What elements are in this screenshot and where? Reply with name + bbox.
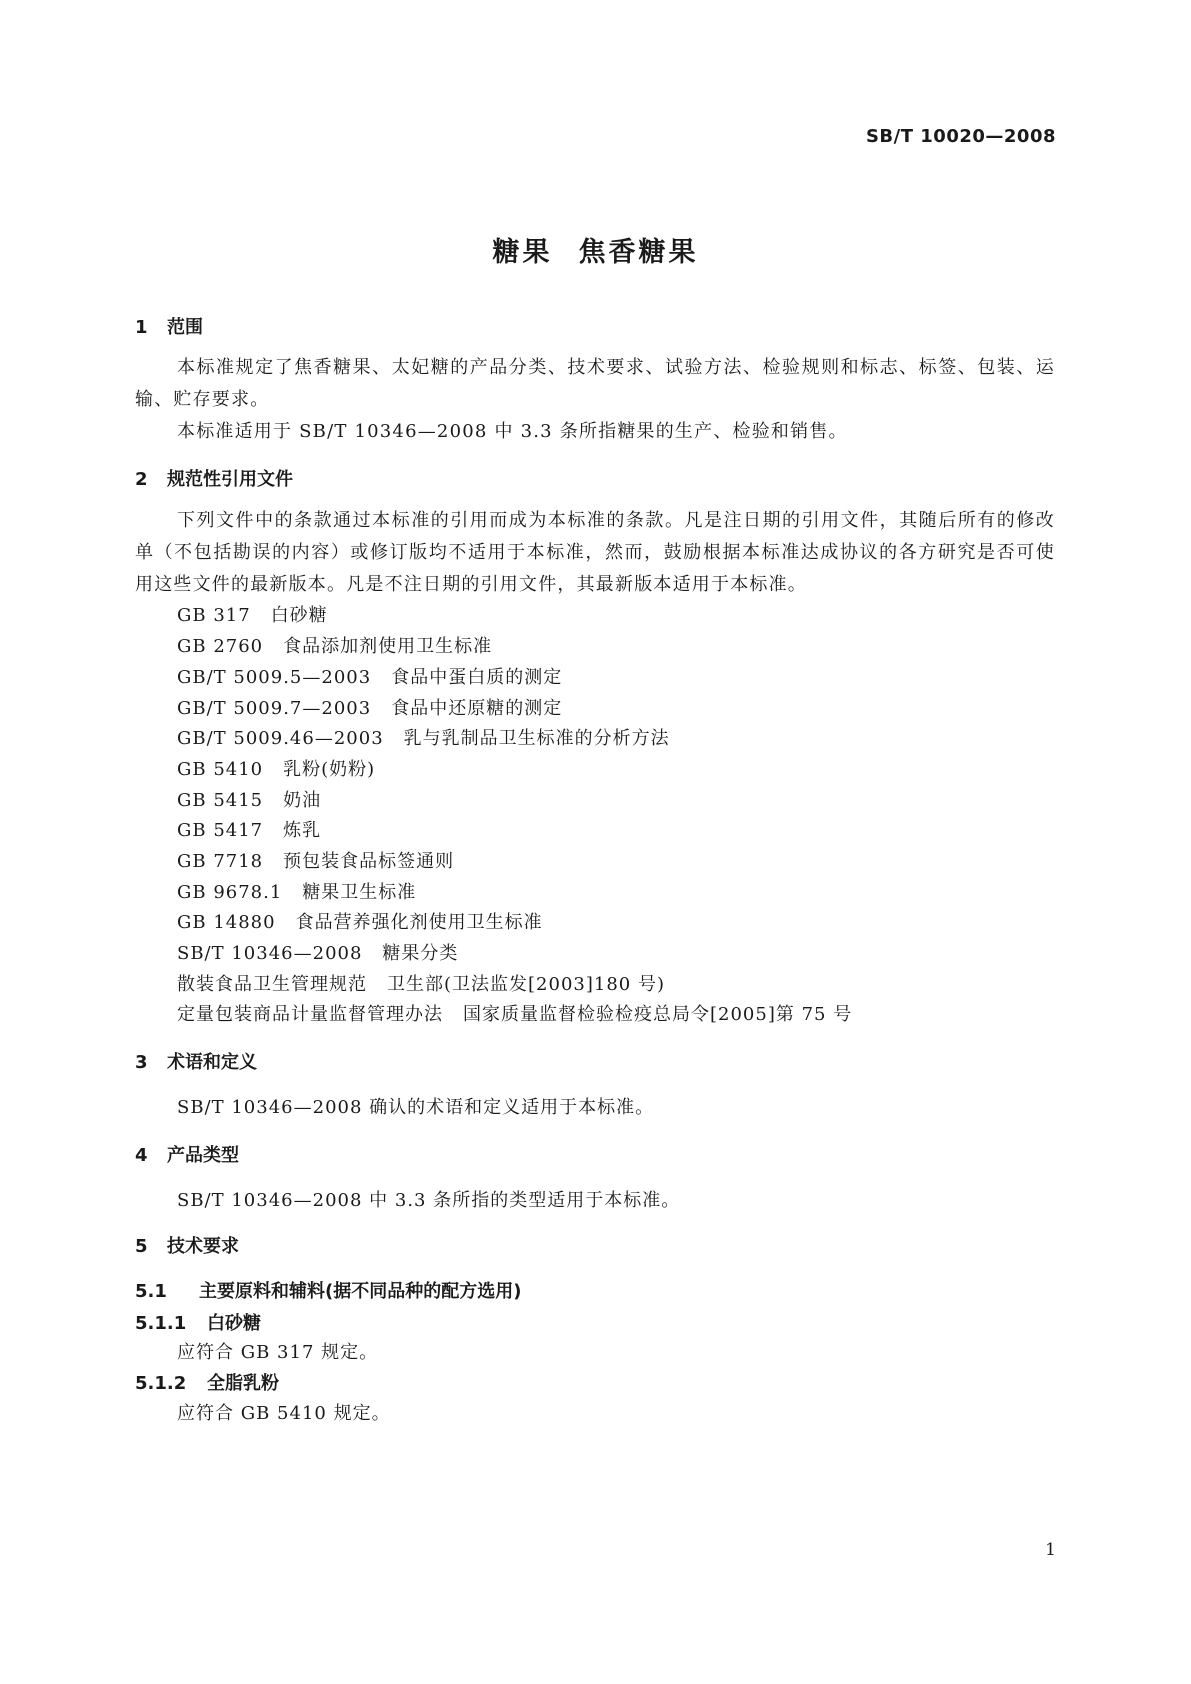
- section-1-heading: 1 范围: [135, 317, 203, 338]
- reference-item: GB 5415 奶油: [177, 790, 322, 811]
- reference-item: SB/T 10346—2008 糖果分类: [177, 943, 459, 964]
- reference-item: GB 14880 食品营养强化剂使用卫生标准: [177, 912, 543, 933]
- reference-item: 散装食品卫生管理规范 卫生部(卫法监发[2003]180 号): [177, 974, 665, 995]
- page-title: [0, 230, 1191, 269]
- reference-item: GB 5417 炼乳: [177, 820, 322, 841]
- title-part-2: 焦香糖果: [578, 237, 699, 268]
- section-1-paragraph-2: 本标准适用于 SB/T 10346—2008 中 3.3 条所指糖果的生产、检验和销售。: [177, 421, 848, 442]
- section-1-paragraph-1: 本标准规定了焦香糖果、太妃糖的产品分类、技术要求、试验方法、检验规则和标志、标签、包装、运输、贮存要求。: [135, 357, 1055, 410]
- reference-item: GB/T 5009.7—2003 食品中还原糖的测定: [177, 698, 563, 719]
- section-5-1-heading: 5.1 主要原料和辅料(据不同品种的配方选用): [135, 1281, 522, 1302]
- reference-item: GB 5410 乳粉(奶粉): [177, 759, 376, 780]
- page-number: 1: [1045, 1540, 1056, 1560]
- reference-item: GB/T 5009.46—2003 乳与乳制品卫生标准的分析方法: [177, 728, 670, 749]
- section-5-1-2-paragraph: 应符合 GB 5410 规定。: [177, 1403, 391, 1424]
- title-part-1: 糖果: [492, 237, 553, 268]
- section-5-1-1-heading: 5.1.1 白砂糖: [135, 1313, 261, 1334]
- section-3-heading: 3 术语和定义: [135, 1052, 257, 1073]
- section-2-heading: 2 规范性引用文件: [135, 469, 293, 490]
- section-3-paragraph-1: SB/T 10346—2008 确认的术语和定义适用于本标准。: [177, 1097, 655, 1118]
- section-5-1-1-paragraph: 应符合 GB 317 规定。: [177, 1342, 379, 1363]
- section-4-heading: 4 产品类型: [135, 1145, 239, 1166]
- section-4-paragraph-1: SB/T 10346—2008 中 3.3 条所指的类型适用于本标准。: [177, 1190, 681, 1211]
- section-2-paragraph-1: 下列文件中的条款通过本标准的引用而成为本标准的条款。凡是注日期的引用文件，其随后所有的修改单（不包括勘误的内容）或修订版均不适用于本标准，然而，鼓励根据本标准达成协议的各方研究是否可使用这些文件的最新版本。凡是不注日期的引用文件，其最新版本适用于本标准。: [135, 510, 1055, 595]
- reference-item: GB/T 5009.5—2003 食品中蛋白质的测定: [177, 667, 563, 688]
- reference-item: GB 317 白砂糖: [177, 605, 328, 626]
- document-code: SB/T 10020—2008: [865, 126, 1056, 147]
- section-5-1-2-heading: 5.1.2 全脂乳粉: [135, 1373, 279, 1394]
- section-5-heading: 5 技术要求: [135, 1236, 239, 1257]
- reference-item: GB 2760 食品添加剂使用卫生标准: [177, 636, 493, 657]
- reference-item: GB 9678.1 糖果卫生标准: [177, 882, 417, 903]
- reference-item: GB 7718 预包装食品标签通则: [177, 851, 455, 872]
- reference-item: 定量包装商品计量监督管理办法 国家质量监督检验检疫总局令[2005]第 75 号: [177, 1004, 853, 1025]
